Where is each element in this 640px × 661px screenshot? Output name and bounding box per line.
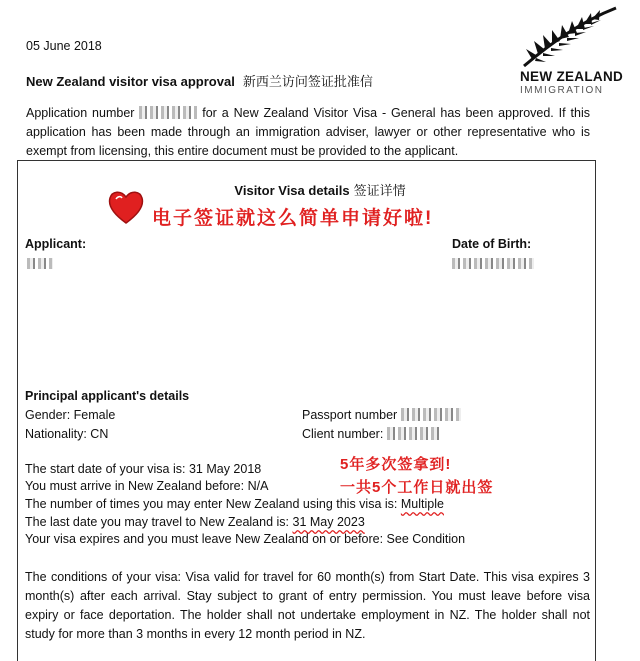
visa-details-title-cn: 签证详情 <box>353 183 406 198</box>
promo-annotation: 电子签证就这么简单申请好啦! <box>152 208 434 229</box>
last-travel-label: The last date you may travel to New Zealand is: <box>25 515 293 529</box>
nz-immigration-logo <box>518 4 630 96</box>
last-travel-line <box>25 515 365 529</box>
dob-label: Date of Birth: <box>452 237 532 251</box>
intro-pre: Application number <box>26 106 135 120</box>
visa-conditions: The conditions of your visa: Visa valid for travel for 60 month(s) from Start Date. This visa expires 3 month(s) after each arrival. Stay subject to grant of entry permission. You must leave before visa expiry or face deportation. The holder shall not undertake employment in NZ. The holder shall not study for more than 3 months in every 12 month period in NZ. <box>25 570 590 641</box>
expiry-line: Your visa expires and you must leave New Zealand on or before: See Condition <box>25 532 466 546</box>
client-field <box>302 427 442 441</box>
entries-line <box>25 497 444 511</box>
letter-title-cn: 新西兰访问签证批准信 <box>242 74 373 89</box>
letter-date: 05 June 2018 <box>26 39 102 53</box>
gender-field: Gender: Female <box>25 408 116 422</box>
note-processing-time: 一共5个工作日就出签 <box>340 479 494 496</box>
arrive-before-line: You must arrive in New Zealand before: N/A <box>25 479 269 493</box>
entries-value: Multiple <box>400 497 444 511</box>
logo-line-2: IMMIGRATION <box>520 85 604 96</box>
letter-title-en: New Zealand visitor visa approval <box>26 74 235 89</box>
visa-details-title <box>0 180 640 199</box>
note-multiple-entry: 5年多次签拿到! <box>340 456 452 473</box>
redacted-date-of-birth <box>452 258 534 269</box>
applicant-label: Applicant: <box>25 237 87 251</box>
visa-details-title-en: Visitor Visa details <box>234 183 350 198</box>
heart-icon <box>106 187 146 227</box>
client-label: Client number: <box>302 427 384 441</box>
passport-label: Passport number <box>302 408 398 422</box>
intro-paragraph <box>26 104 590 161</box>
nationality-field: Nationality: CN <box>25 427 109 441</box>
letter-title <box>26 71 373 90</box>
logo-line-1: NEW ZEALAND <box>520 69 624 84</box>
start-date-line: The start date of your visa is: 31 May 2018 <box>25 462 262 476</box>
passport-field <box>302 408 461 422</box>
redacted-applicant-name <box>27 258 53 269</box>
entries-label: The number of times you may enter New Zealand using this visa is: <box>25 497 401 511</box>
redacted-application-number <box>139 106 197 119</box>
silver-fern-icon <box>520 4 620 68</box>
principal-applicant-label: Principal applicant's details <box>25 389 190 403</box>
last-travel-value: 31 May 2023 <box>292 515 365 529</box>
redacted-client-number <box>387 427 442 440</box>
redacted-passport-number <box>401 408 461 421</box>
intro-post: for a New Zealand Visitor Visa - General has been approved. If this application has been made through an immigration adviser, lawyer or other representative who is exempt from licensing, this entire document must be provided to the applicant. <box>26 106 590 158</box>
